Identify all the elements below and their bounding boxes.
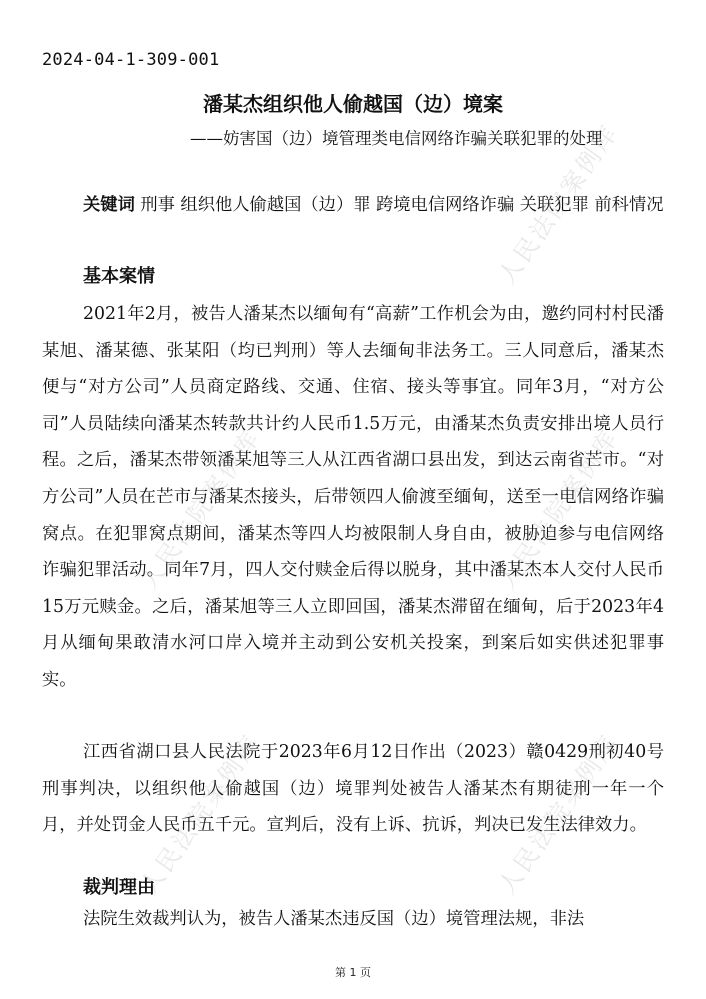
case-id: 2024-04-1-309-001 — [42, 50, 220, 70]
paragraph-facts: 2021年2月，被告人潘某杰以缅甸有“高薪”工作机会为由，邀约同村村民潘某旭、潘某德、张某阳（均已判刑）等人去缅甸非法务工。三人同意后，潘某杰便与“对方公司”人员商定路线、交通、住宿、接头等事宜。同年3月，“对方公司”人员陆续向潘某杰转款共计约人民币1.5万元，由潘某杰负责安排出境人员行程。之后，潘某杰带领潘某旭等三人从江西省湖口县出发，到达云南省芒市。“对方公司”人员在芒市与潘某杰接头，后带领四人偷渡至缅甸，送至一电信网络诈骗窝点。在犯罪窝点期间，潘某杰等四人均被限制人身自由，被胁迫参与电信网络诈骗犯罪活动。同年7月，四人交付赎金后得以脱身，其中潘某杰本人交付人民币15万元赎金。之后，潘某旭等三人立即回国，潘某杰滞留在缅甸，后于2023年4月从缅甸果敢清水河口岸入境并主动到公安机关投案，到案后如实供述犯罪事实。 — [42, 304, 664, 690]
watermark: 人民法院案例库 — [134, 423, 267, 595]
section-heading-reasoning: 裁判理由 — [83, 877, 155, 898]
case-title: 潘某杰组织他人偷越国（边）境案 — [203, 92, 503, 116]
section-heading-basic-facts: 基本案情 — [83, 266, 155, 287]
case-subtitle: ——妨害国（边）境管理类电信网络诈骗关联犯罪的处理 — [190, 129, 603, 148]
watermark: 人民法院案例库 — [492, 423, 625, 595]
keywords-label: 关键词 — [83, 195, 135, 215]
watermark: 人民法院案例库 — [492, 118, 625, 290]
watermark: 人民法院案例库 — [134, 728, 267, 900]
page-number: 第 1 页 — [335, 966, 371, 979]
paragraph-judgment: 江西省湖口县人民法院于2023年6月12日作出（2023）赣0429刑初40号刑事判决，以组织他人偷越国（边）境罪判处被告人潘某杰有期徒刑一年一个月，并处罚金人民币五千元。宣判后，没有上诉、抗诉，判决已发生法律效力。 — [42, 742, 664, 836]
keywords-text: 刑事 组织他人偷越国（边）罪 跨境电信网络诈骗 关联犯罪 前科情况 — [134, 195, 664, 215]
watermark: 人民法院案例库 — [492, 728, 625, 900]
paragraph-reasoning: 法院生效裁判认为，被告人潘某杰违反国（边）境管理法规，非法 — [83, 909, 585, 929]
keywords-block — [42, 187, 664, 224]
